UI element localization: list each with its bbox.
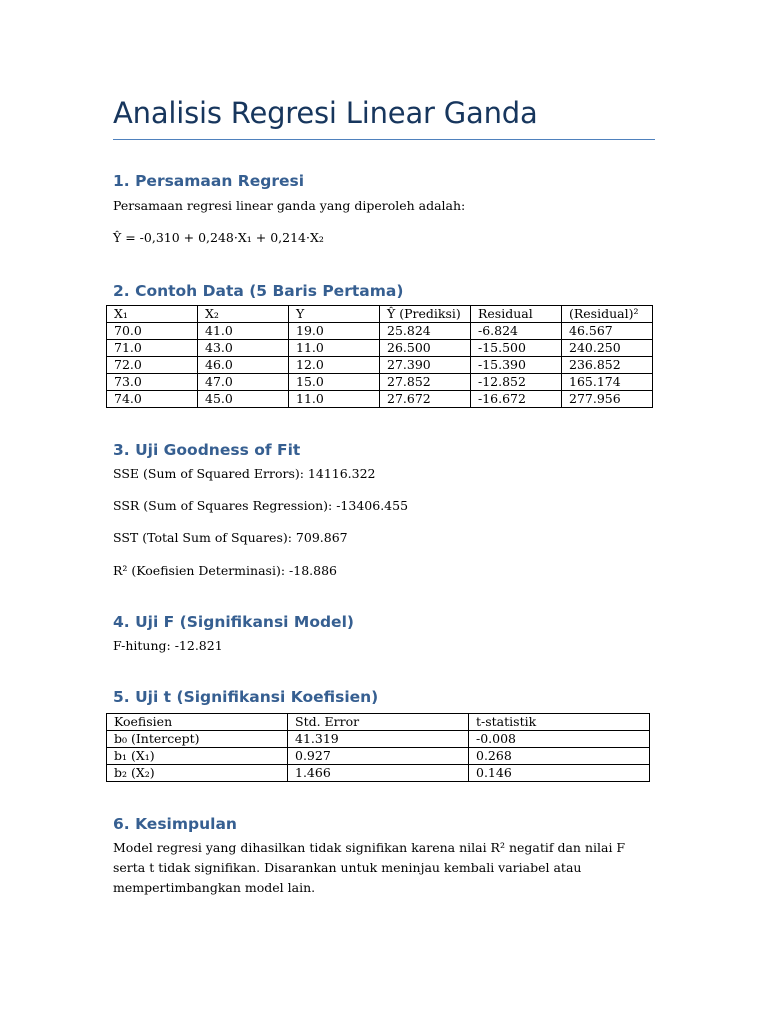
table-cell: 165.174 [562,374,653,391]
section-heading-f-test: 4. Uji F (Signifikansi Model) [113,613,354,631]
table-header-row [107,306,653,323]
table-cell: 27.672 [380,391,471,408]
table-cell: 11.0 [289,340,380,357]
column-header: X₂ [198,306,289,323]
table-row [107,357,653,374]
table-row [107,391,653,408]
title-underline [113,139,655,140]
table-cell: 26.500 [380,340,471,357]
column-header: Koefisien [107,714,288,731]
table-cell: 71.0 [107,340,198,357]
table-cell: 19.0 [289,323,380,340]
column-header: (Residual)² [562,306,653,323]
column-header: Residual [471,306,562,323]
table-cell: 73.0 [107,374,198,391]
table-cell: 46.567 [562,323,653,340]
table-cell: 240.250 [562,340,653,357]
table-cell: 277.956 [562,391,653,408]
table-cell: -15.390 [471,357,562,374]
column-header: Ŷ (Prediksi) [380,306,471,323]
table-cell: 25.824 [380,323,471,340]
table-cell: -16.672 [471,391,562,408]
section-heading-sample-data: 2. Contoh Data (5 Baris Pertama) [113,282,404,300]
table-cell: 74.0 [107,391,198,408]
table-row [107,340,653,357]
table-row [107,765,650,782]
table-cell: b₁ (X₁) [107,748,288,765]
table-row [107,748,650,765]
table-row [107,323,653,340]
section-heading-conclusion: 6. Kesimpulan [113,815,237,833]
table-cell: 0.146 [469,765,650,782]
table-cell: 43.0 [198,340,289,357]
sst-value: SST (Total Sum of Squares): 709.867 [113,530,348,545]
table-header-row [107,714,650,731]
table-cell: 12.0 [289,357,380,374]
table-cell: 27.852 [380,374,471,391]
table-row [107,374,653,391]
table-cell: 72.0 [107,357,198,374]
table-cell: 0.927 [288,748,469,765]
table-cell: 70.0 [107,323,198,340]
column-header: Std. Error [288,714,469,731]
column-header: t-statistik [469,714,650,731]
section-heading-t-test: 5. Uji t (Signifikansi Koefisien) [113,688,379,706]
column-header: X₁ [107,306,198,323]
table-cell: b₀ (Intercept) [107,731,288,748]
f-statistic-value: F-hitung: -12.821 [113,638,223,653]
table-cell: 45.0 [198,391,289,408]
section-heading-goodness-of-fit: 3. Uji Goodness of Fit [113,441,301,459]
table-cell: -0.008 [469,731,650,748]
r-squared-value: R² (Koefisien Determinasi): -18.886 [113,563,337,578]
table-cell: 47.0 [198,374,289,391]
table-cell: 236.852 [562,357,653,374]
document-title: Analisis Regresi Linear Ganda [113,96,538,130]
sse-value: SSE (Sum of Squared Errors): 14116.322 [113,466,376,481]
table-cell: 15.0 [289,374,380,391]
table-cell: 11.0 [289,391,380,408]
ssr-value: SSR (Sum of Squares Regression): -13406.455 [113,498,409,513]
table-row [107,731,650,748]
table-cell: -15.500 [471,340,562,357]
table-cell: 41.0 [198,323,289,340]
coefficient-table [106,713,650,782]
table-cell: -6.824 [471,323,562,340]
conclusion-text: Model regresi yang dihasilkan tidak signifikan karena nilai R² negatif dan nilai F serta t tidak signifikan. Disarankan untuk meninjau kembali variabel atau mempertimbangkan model lain. [113,840,626,895]
table-cell: 1.466 [288,765,469,782]
column-header: Y [289,306,380,323]
table-cell: 27.390 [380,357,471,374]
regression-equation: Ŷ = -0,310 + 0,248·X₁ + 0,214·X₂ [113,230,324,245]
table-cell: 46.0 [198,357,289,374]
table-cell: b₂ (X₂) [107,765,288,782]
table-cell: -12.852 [471,374,562,391]
table-cell: 0.268 [469,748,650,765]
sample-data-table [106,305,653,408]
section-heading-regression-equation: 1. Persamaan Regresi [113,172,305,190]
equation-intro-text: Persamaan regresi linear ganda yang diperoleh adalah: [113,198,466,213]
table-cell: 41.319 [288,731,469,748]
